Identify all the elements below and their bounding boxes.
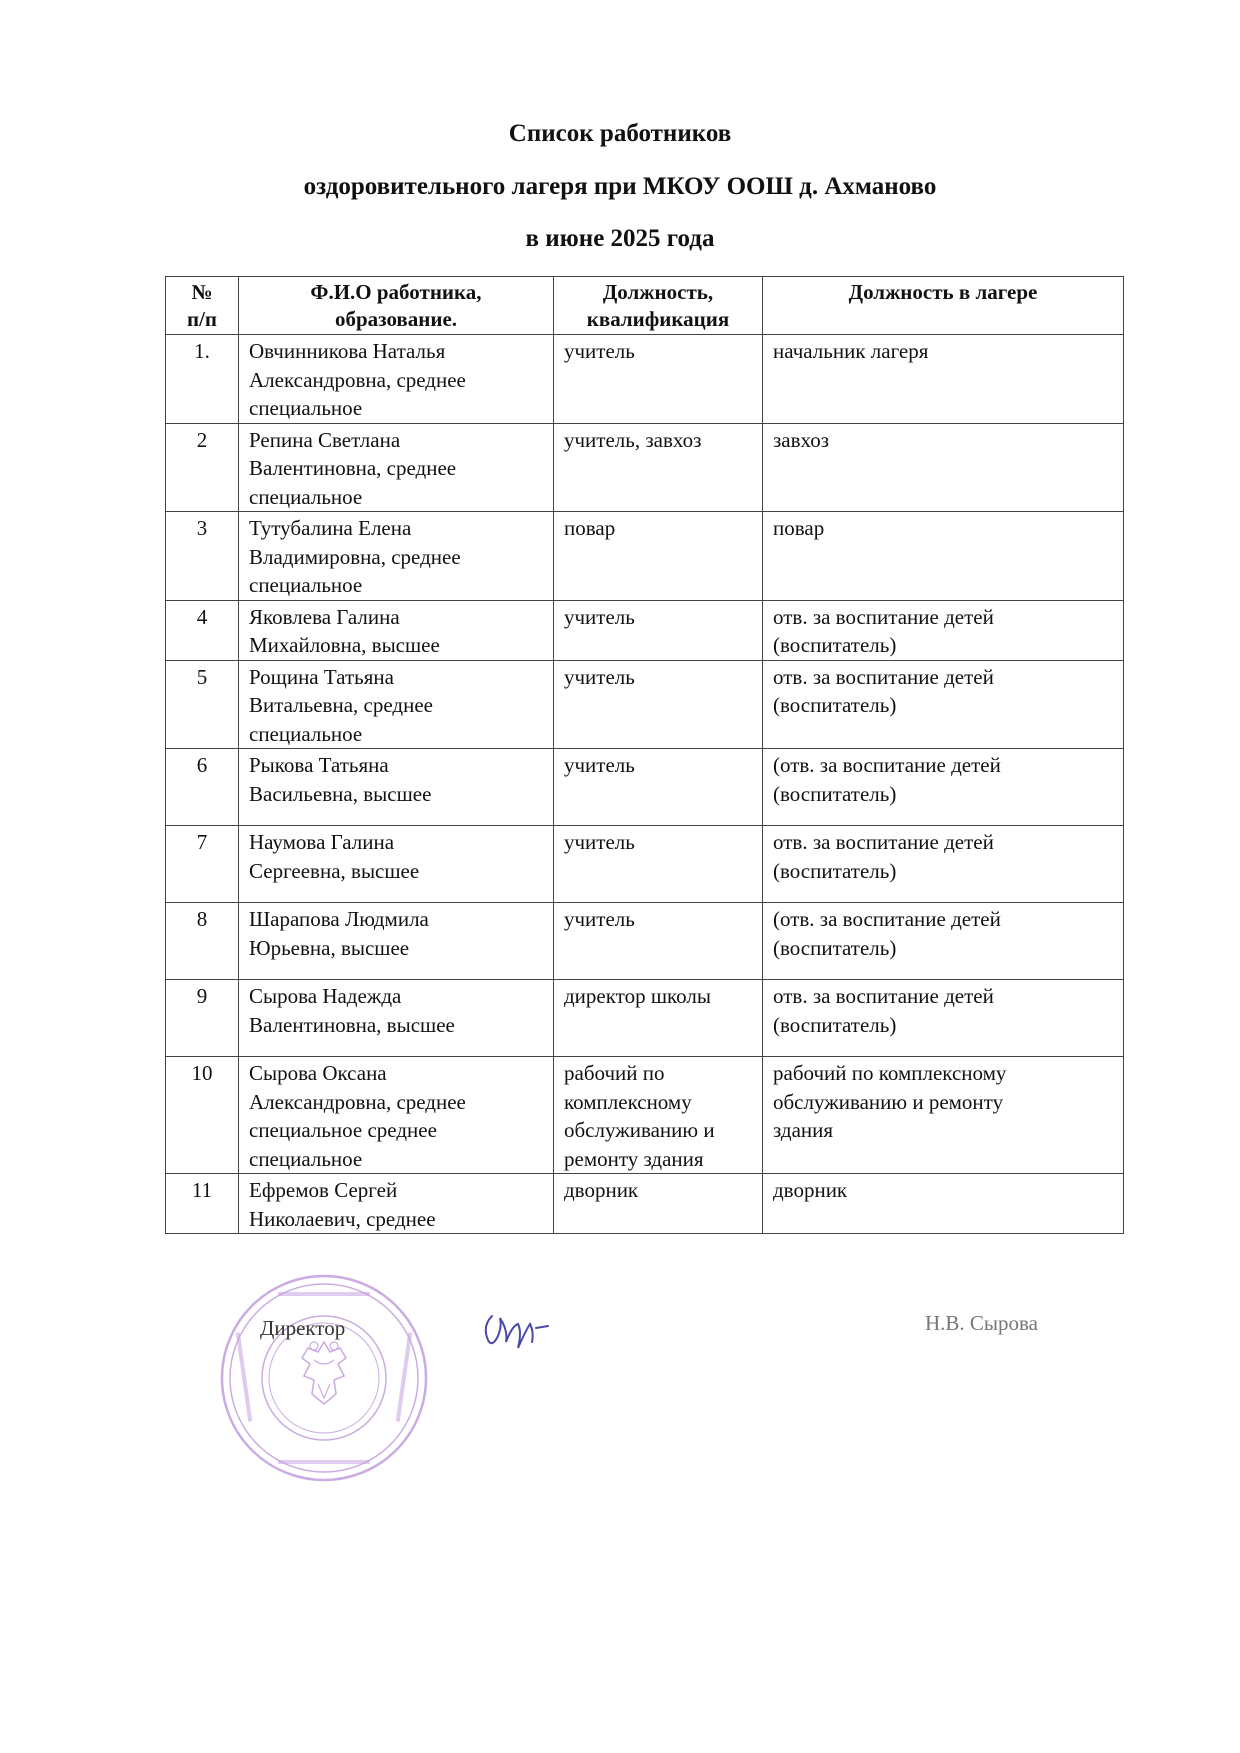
camp-position-line: отв. за воспитание детей bbox=[773, 664, 994, 689]
row-name bbox=[239, 1174, 554, 1234]
row-position bbox=[554, 335, 763, 424]
position-line: учитель bbox=[564, 830, 635, 854]
table-header-row bbox=[166, 277, 1124, 335]
position-line: ремонту здания bbox=[564, 1146, 704, 1171]
row-position bbox=[554, 1057, 763, 1174]
position-line: учитель bbox=[564, 604, 635, 629]
position-line: учитель bbox=[564, 339, 635, 363]
row-position bbox=[554, 512, 763, 601]
camp-position-line: отв. за воспитание детей bbox=[773, 830, 994, 854]
document-title-line-3: в июне 2025 года bbox=[525, 225, 715, 252]
position-line: учитель bbox=[564, 753, 635, 777]
row-name bbox=[239, 423, 554, 512]
row-name bbox=[239, 660, 554, 749]
row-number: 6 bbox=[166, 749, 239, 826]
director-name: Н.В. Сырова bbox=[925, 1311, 1038, 1335]
signature-block bbox=[0, 1260, 1240, 1520]
position-line: повар bbox=[564, 516, 616, 540]
camp-position-line: (воспитатель) bbox=[773, 693, 897, 717]
position-line: учитель bbox=[564, 907, 635, 931]
header-name bbox=[239, 277, 554, 335]
row-camp-position bbox=[763, 1174, 1124, 1234]
row-name bbox=[239, 512, 554, 601]
position-line: учитель, завхоз bbox=[564, 427, 702, 452]
position-line: учитель bbox=[564, 664, 635, 689]
name-line: Рыкова Татьяна bbox=[249, 753, 389, 777]
name-line: Витальевна, среднее bbox=[249, 693, 433, 717]
name-line: Владимировна, среднее bbox=[249, 544, 461, 569]
name-line: Александровна, среднее bbox=[249, 1089, 466, 1114]
row-camp-position bbox=[763, 512, 1124, 601]
position-line: обслуживанию и bbox=[564, 1118, 715, 1142]
row-number: 11 bbox=[166, 1174, 239, 1234]
row-name bbox=[239, 903, 554, 980]
camp-position-line: (воспитатель) bbox=[773, 1012, 897, 1037]
header-number-line-2: п/п bbox=[186, 307, 218, 331]
row-position bbox=[554, 423, 763, 512]
name-line: Николаевич, среднее bbox=[249, 1206, 436, 1231]
name-line: Наумова Галина bbox=[249, 830, 395, 854]
row-name bbox=[239, 1057, 554, 1174]
header-number-line-1: № bbox=[191, 280, 213, 304]
name-line: Сырова Надежда bbox=[249, 984, 402, 1008]
table-row bbox=[166, 903, 1124, 980]
camp-position-line: дворник bbox=[773, 1178, 848, 1202]
row-position bbox=[554, 749, 763, 826]
camp-position-line: рабочий по комплексному bbox=[773, 1061, 1007, 1085]
header-position-line-1: Должность, bbox=[602, 280, 714, 304]
row-camp-position bbox=[763, 903, 1124, 980]
camp-position-line: (воспитатель) bbox=[773, 633, 897, 657]
name-line: Репина Светлана bbox=[249, 427, 401, 452]
table-row bbox=[166, 512, 1124, 601]
position-line: директор школы bbox=[564, 984, 711, 1008]
header-position bbox=[554, 277, 763, 335]
row-position bbox=[554, 660, 763, 749]
row-number: 5 bbox=[166, 660, 239, 749]
row-number: 1. bbox=[166, 335, 239, 424]
table-row bbox=[166, 749, 1124, 826]
camp-position-line: (воспитатель) bbox=[773, 858, 897, 883]
handwritten-signature bbox=[478, 1296, 558, 1356]
row-number: 4 bbox=[166, 600, 239, 660]
name-line: специальное bbox=[249, 396, 363, 420]
row-number: 9 bbox=[166, 980, 239, 1057]
name-line: Овчинникова Наталья bbox=[249, 339, 446, 363]
name-line: специальное среднее bbox=[249, 1118, 437, 1142]
name-line: Михайловна, высшее bbox=[249, 633, 440, 657]
header-position-line-2: квалификация bbox=[586, 307, 730, 331]
row-number: 2 bbox=[166, 423, 239, 512]
camp-position-line: завхоз bbox=[773, 427, 830, 452]
table-row bbox=[166, 1057, 1124, 1174]
header-name-line-2: образование. bbox=[334, 307, 458, 331]
table-row bbox=[166, 980, 1124, 1057]
name-line: специальное bbox=[249, 1146, 363, 1171]
row-camp-position bbox=[763, 749, 1124, 826]
camp-position-line: (отв. за воспитание детей bbox=[773, 907, 1001, 931]
row-number: 8 bbox=[166, 903, 239, 980]
row-position bbox=[554, 1174, 763, 1234]
name-line: Александровна, среднее bbox=[249, 367, 466, 392]
camp-position-line: отв. за воспитание детей bbox=[773, 984, 994, 1008]
name-line: Васильевна, высшее bbox=[249, 781, 432, 806]
header-number bbox=[166, 277, 239, 335]
row-camp-position bbox=[763, 980, 1124, 1057]
camp-position-line: (воспитатель) bbox=[773, 781, 897, 806]
table-row bbox=[166, 1174, 1124, 1234]
director-role-label: Директор bbox=[260, 1316, 346, 1340]
row-position bbox=[554, 826, 763, 903]
camp-position-line: начальник лагеря bbox=[773, 339, 929, 363]
camp-position-line: (воспитатель) bbox=[773, 935, 897, 960]
staff-table bbox=[165, 276, 1124, 1234]
row-name bbox=[239, 749, 554, 826]
position-line: дворник bbox=[564, 1178, 639, 1202]
name-line: Валентиновна, среднее bbox=[249, 456, 457, 480]
table-row bbox=[166, 335, 1124, 424]
table-row bbox=[166, 423, 1124, 512]
row-number: 7 bbox=[166, 826, 239, 903]
document-title-line-1: Список работников bbox=[508, 120, 732, 147]
row-camp-position bbox=[763, 335, 1124, 424]
row-position bbox=[554, 600, 763, 660]
row-name bbox=[239, 335, 554, 424]
row-position bbox=[554, 903, 763, 980]
row-name bbox=[239, 980, 554, 1057]
camp-position-line: (отв. за воспитание детей bbox=[773, 753, 1001, 777]
row-position bbox=[554, 980, 763, 1057]
table-row bbox=[166, 600, 1124, 660]
name-line: Сырова Оксана bbox=[249, 1061, 387, 1085]
name-line: Ефремов Сергей bbox=[249, 1178, 398, 1202]
name-line: Шарапова Людмила bbox=[249, 907, 429, 931]
row-name bbox=[239, 600, 554, 660]
header-camp-position bbox=[763, 277, 1124, 335]
name-line: Яковлева Галина bbox=[249, 604, 400, 629]
name-line: Сергеевна, высшее bbox=[249, 858, 420, 883]
header-name-line-1: Ф.И.О работника, bbox=[310, 280, 482, 304]
camp-position-line: отв. за воспитание детей bbox=[773, 604, 994, 629]
official-stamp bbox=[218, 1272, 430, 1484]
name-line: Тутубалина Елена bbox=[249, 516, 412, 540]
row-camp-position bbox=[763, 826, 1124, 903]
position-line: комплексному bbox=[564, 1089, 692, 1114]
row-camp-position bbox=[763, 423, 1124, 512]
table-row bbox=[166, 660, 1124, 749]
name-line: специальное bbox=[249, 484, 363, 509]
row-camp-position bbox=[763, 600, 1124, 660]
name-line: специальное bbox=[249, 721, 363, 746]
row-name bbox=[239, 826, 554, 903]
row-number: 10 bbox=[166, 1057, 239, 1174]
table-row bbox=[166, 826, 1124, 903]
camp-position-line: повар bbox=[773, 516, 825, 540]
camp-position-line: обслуживанию и ремонту bbox=[773, 1089, 1004, 1114]
camp-position-line: здания bbox=[773, 1118, 834, 1142]
name-line: Рощина Татьяна bbox=[249, 664, 394, 689]
header-camp-position-text: Должность в лагере bbox=[848, 280, 1038, 304]
name-line: Валентиновна, высшее bbox=[249, 1012, 455, 1037]
name-line: специальное bbox=[249, 573, 363, 597]
row-camp-position bbox=[763, 1057, 1124, 1174]
row-number: 3 bbox=[166, 512, 239, 601]
document-title-line-2: оздоровительного лагеря при МКОУ ООШ д. Ахманово bbox=[303, 173, 937, 200]
position-line: рабочий по bbox=[564, 1061, 665, 1085]
row-camp-position bbox=[763, 660, 1124, 749]
name-line: Юрьевна, высшее bbox=[249, 935, 410, 960]
